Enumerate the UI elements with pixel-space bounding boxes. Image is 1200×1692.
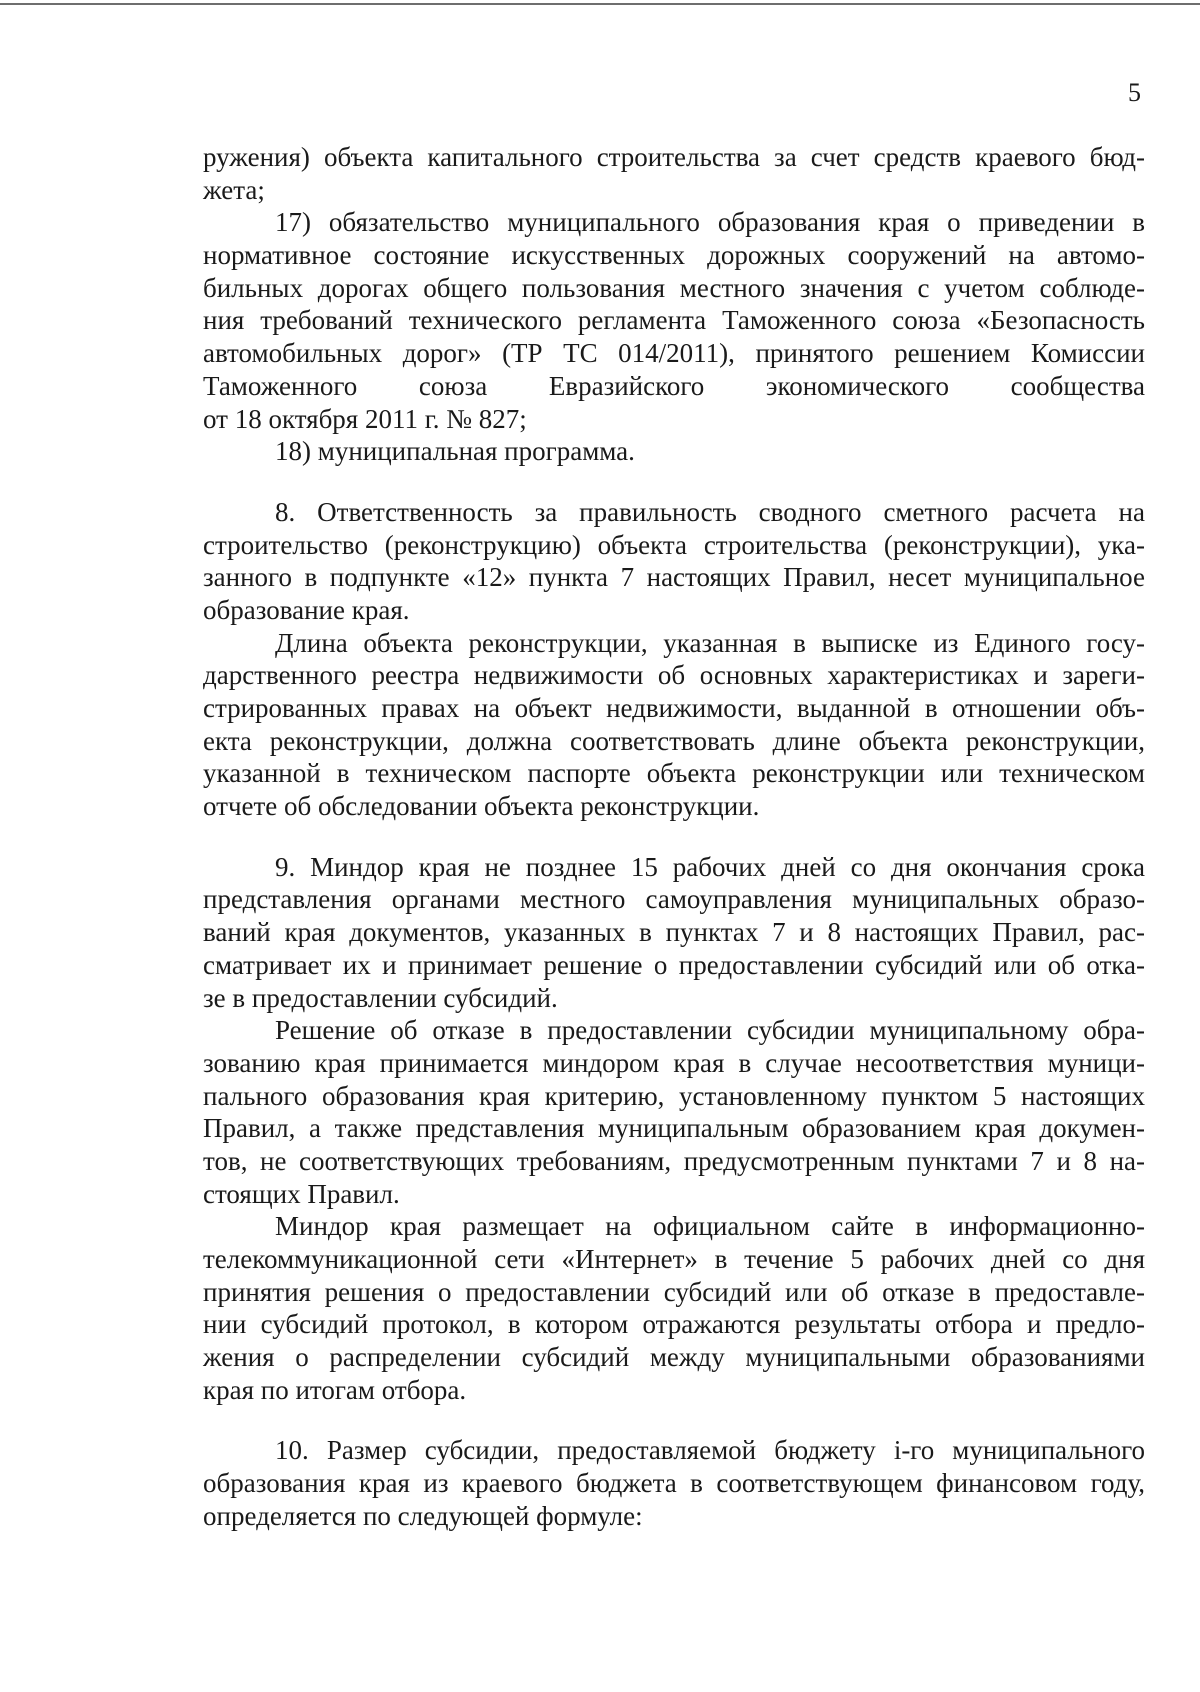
text-line: ружения) объекта капитального строительства за счет средств краевого бюд- [203, 142, 1145, 172]
text-line: 9. Миндор края не позднее 15 рабочих дней со дня окончания срока [275, 851, 1145, 882]
text-line: строительство (реконструкцию) объекта строительства (реконструкции), ука- [203, 529, 1145, 560]
text-line: екта реконструкции, должна соответствовать длине объекта реконструкции, [203, 725, 1145, 756]
text-line: дарственного реестра недвижимости об основных характеристиках и зареги- [203, 660, 1145, 691]
text-line: 17) обязательство муниципального образования края о приведении в [275, 207, 1145, 238]
text-line: жета; [203, 174, 265, 205]
text-line: бильных дорогах общего пользования местного значения с учетом соблюде- [203, 272, 1145, 303]
text-line: 18) муниципальная программа. [275, 436, 635, 467]
paragraph-spacer [203, 1406, 1145, 1434]
text-line: Миндор края размещает на официальном сайте в информационно- [275, 1211, 1145, 1242]
text-line: жения о распределении субсидий между муниципальными образованиями [203, 1342, 1145, 1373]
paragraph [203, 1434, 1145, 1532]
scan-top-edge-line [0, 3, 1200, 5]
paragraph [203, 627, 1145, 823]
paragraph [203, 1210, 1145, 1406]
text-line: Длина объекта реконструкции, указанная в выписке из Единого госу- [275, 627, 1145, 658]
text-line: 8. Ответственность за правильность сводного сметного расчета на [275, 496, 1145, 527]
text-line: стоящих Правил. [203, 1178, 400, 1209]
text-line: 10. Размер субсидии, предоставляемой бюджету i-го муниципального [275, 1435, 1145, 1466]
text-line: образования края из краевого бюджета в соответствующем финансовом году, [203, 1468, 1145, 1499]
text-line: ния требований технического регламента Таможенного союза «Безопасность [203, 305, 1145, 336]
text-line: отчете об обследовании объекта реконструкции. [203, 791, 760, 822]
text-line: Правил, а также представления муниципальным образованием края докумен- [203, 1113, 1145, 1144]
paragraph [203, 496, 1145, 627]
text-line: стрированных правах на объект недвижимости, выданной в отношении объ- [203, 693, 1145, 723]
text-line: занного в подпункте «12» пункта 7 настоящих Правил, несет муниципальное [203, 562, 1145, 593]
text-line: телекоммуникационной сети «Интернет» в течение 5 рабочих дней со дня [203, 1244, 1145, 1274]
page-number: 5 [1128, 78, 1141, 107]
paragraph [203, 1014, 1145, 1210]
document-body [203, 141, 1145, 1533]
paragraph-spacer [203, 468, 1145, 496]
text-line: автомобильных дорог» (ТР ТС 014/2011), принятого решением Комиссии [203, 338, 1145, 369]
text-line: зе в предоставлении субсидий. [203, 982, 558, 1013]
text-line: принятия решения о предоставлении субсидий или об отказе в предоставле- [203, 1276, 1145, 1307]
text-line: тов, не соответствующих требованиям, предусмотренным пунктами 7 и 8 на- [203, 1145, 1145, 1176]
text-line: Таможенного союза Евразийского экономического сообщества [203, 370, 1145, 401]
paragraph [203, 851, 1145, 1014]
text-line: края по итогам отбора. [203, 1374, 467, 1405]
text-line: нии субсидий протокол, в котором отражаются результаты отбора и предло- [203, 1309, 1145, 1340]
paragraph [203, 435, 1145, 468]
text-line: ваний края документов, указанных в пунктах 7 и 8 настоящих Правил, рас- [203, 917, 1145, 948]
text-line: пального образования края критерию, установленному пунктом 5 настоящих [203, 1080, 1145, 1111]
text-line: Решение об отказе в предоставлении субсидии муниципальному обра- [275, 1015, 1145, 1046]
text-line: указанной в техническом паспорте объекта реконструкции или техническом [203, 758, 1145, 789]
paragraph [203, 141, 1145, 206]
paragraph [203, 206, 1145, 435]
paragraph-spacer [203, 823, 1145, 851]
text-line: зованию края принимается миндором края в случае несоответствия муници- [203, 1047, 1145, 1078]
text-line: сматривает их и принимает решение о предоставлении субсидий или об отка- [203, 949, 1145, 980]
text-line: нормативное состояние искусственных дорожных сооружений на автомо- [203, 240, 1145, 271]
text-line: представления органами местного самоуправления муниципальных образо- [203, 884, 1145, 915]
text-line: определяется по следующей формуле: [203, 1500, 643, 1531]
text-line: от 18 октября 2011 г. № 827; [203, 403, 527, 434]
text-line: образование края. [203, 594, 410, 625]
